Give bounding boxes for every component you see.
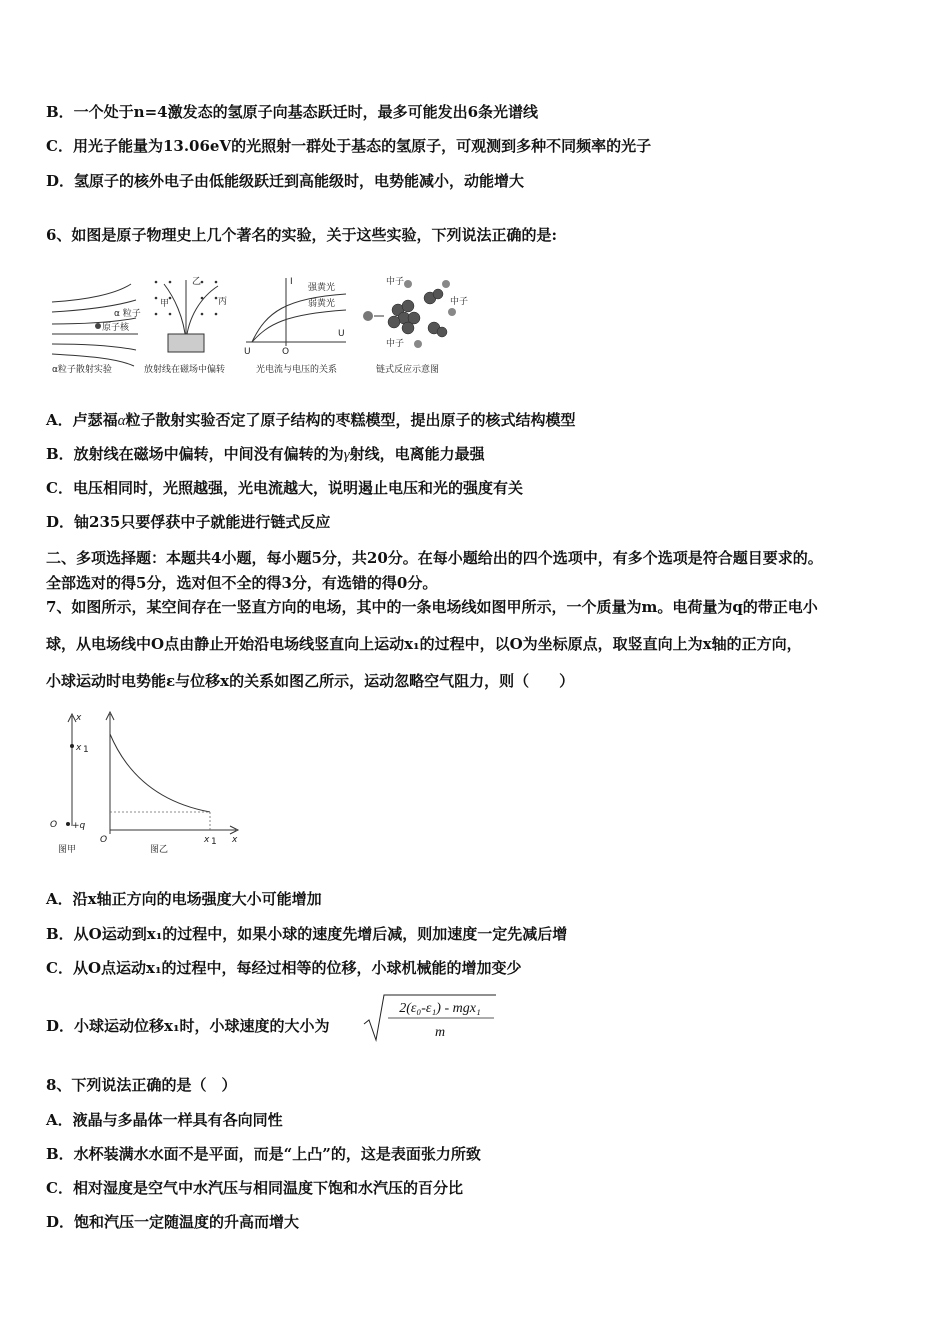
x1-axis-sub: 1 (211, 837, 217, 847)
origin-left-label: O (50, 820, 58, 830)
q7-option-b: B．从O运动到x₁的过程中，如果小球的速度先增后减，则加速度一定先减后增 (46, 925, 568, 943)
nucleus-dot (95, 323, 101, 329)
x1-axis-label: x (204, 835, 210, 845)
q5-option-b: B．一个处于n=4激发态的氢原子向基态跃迁时，最多可能发出6条光谱线 (46, 103, 539, 121)
q8-stem: 8、下列说法正确的是（ ） (46, 1076, 237, 1094)
caption-photocurrent: 光电流与电压的关系 (256, 365, 338, 375)
formula-denominator: m (434, 1025, 446, 1040)
q7-stem-line2: 球，从电场线中O点由静止开始沿电场线竖直向上运动x₁的过程中，以O为坐标原点，取竖直向上为x轴的正方向， (46, 635, 802, 653)
q7-option-a: A．沿x轴正方向的电场强度大小可能增加 (46, 890, 322, 908)
strong-light-label: 强黄光 (308, 283, 336, 293)
chain-reaction-panel (363, 275, 468, 375)
section2-line1: 二、多项选择题：本题共4小题，每小题5分，共20分。在每小题给出的四个选项中，有多个选项是符合题目要求的。 (46, 549, 823, 567)
q7-stem-line3: 小球运动时电势能ε与位移x的关系如图乙所示，运动忽略空气阻力，则（ ） (46, 672, 575, 690)
figure-yi (100, 712, 238, 855)
formula-numerator: 2(ε₀-ε₁) - mgx₁ (399, 1001, 481, 1016)
potential-energy-curve (110, 734, 210, 812)
q6-option-d: D．铀235只要俘获中子就能进行链式反应 (46, 513, 331, 531)
q6-a-prefix: A．卢瑟福 (46, 411, 118, 429)
label-jia: 甲 (160, 299, 170, 309)
alpha-scattering-panel (52, 284, 141, 375)
caption-alpha-scattering: α粒子散射实验 (52, 365, 112, 375)
gamma-symbol: γ (343, 447, 350, 463)
nucleus-label: 原子核 (102, 323, 130, 333)
caption-magnetic-deflection: 放射线在磁场中偏转 (144, 365, 226, 375)
neutron-label-1: 中子 (386, 277, 405, 287)
weak-light-label: 弱黄光 (308, 299, 336, 309)
q7-option-d (46, 1016, 330, 1036)
q8-option-b: B．水杯装满水水面不是平面，而是“上凸”的，这是表面张力所致 (46, 1145, 481, 1163)
lead-box (168, 334, 204, 352)
figure-jia (50, 713, 89, 855)
charge-label: +q (72, 821, 86, 831)
q6-a-suffix: 粒子散射实验否定了原子结构的枣糕模型，提出原子的核式结构模型 (125, 411, 576, 429)
origin-right-label: O (100, 835, 108, 845)
q8-option-d: D．饱和汽压一定随温度的升高而增大 (46, 1213, 300, 1231)
q6-option-a (46, 410, 576, 431)
x1-sub-left: 1 (83, 745, 89, 755)
neutron-label-2: 中子 (450, 297, 469, 307)
q6-option-c: C．电压相同时，光照越强，光电流越大，说明遏止电压和光的强度有关 (46, 479, 523, 497)
label-bing: 丙 (218, 297, 228, 307)
section2-line2: 全部选对的得5分，选对但不全的得3分，有选错的得0分。 (46, 574, 438, 592)
q6-b-suffix: 射线，电离能力最强 (349, 445, 485, 463)
q7-figure (46, 702, 256, 860)
axis-label-I: I (290, 277, 293, 287)
q8-option-c: C．相对湿度是空气中水汽压与相同温度下饱和水汽压的百分比 (46, 1179, 463, 1197)
axis-label-Uc: U (244, 347, 251, 357)
q7-d-prefix: D．小球运动位移x₁时，小球速度的大小为 (46, 1017, 330, 1035)
axis-label-U: U (338, 329, 345, 339)
caption-yi: 图乙 (150, 845, 169, 855)
speed-formula (362, 992, 502, 1044)
x1-label-left: x (76, 743, 82, 753)
q5-option-c: C．用光子能量为13.06eV的光照射一群处于基态的氢原子，可观测到多种不同频率的光子 (46, 137, 652, 155)
q6-b-prefix: B．放射线在磁场中偏转，中间没有偏转的为 (46, 445, 344, 463)
field-axis-x-label: x (76, 713, 82, 723)
photocurrent-panel (244, 277, 346, 375)
x-axis-label: x (232, 835, 238, 845)
q7-stem-line1: 7、如图所示，某空间存在一竖直方向的电场，其中的一条电场线如图甲所示，一个质量为m。电荷量为q的带正电小 (46, 598, 818, 616)
caption-chain-reaction: 链式反应示意图 (376, 365, 440, 375)
alpha-particle-label: α 粒子 (114, 309, 141, 319)
label-yi: 乙 (192, 277, 202, 287)
q7-option-c: C．从O点运动x₁的过程中，每经过相等的位移，小球机械能的增加变少 (46, 959, 522, 977)
q6-option-b (46, 444, 485, 465)
q8-option-a: A．液晶与多晶体一样具有各向同性 (46, 1111, 283, 1129)
caption-jia: 图甲 (58, 845, 77, 855)
alpha-symbol: α (117, 413, 126, 429)
magnetic-deflection-panel (144, 276, 227, 375)
neutron-label-3: 中子 (386, 339, 405, 349)
q6-stem: 6、如图是原子物理史上几个著名的实验，关于这些实验，下列说法正确的是: (46, 226, 557, 244)
q5-option-d: D．氢原子的核外电子由低能级跃迁到高能级时，电势能减小，动能增大 (46, 172, 525, 190)
q6-figure (46, 272, 486, 380)
origin-label: O (282, 347, 290, 357)
